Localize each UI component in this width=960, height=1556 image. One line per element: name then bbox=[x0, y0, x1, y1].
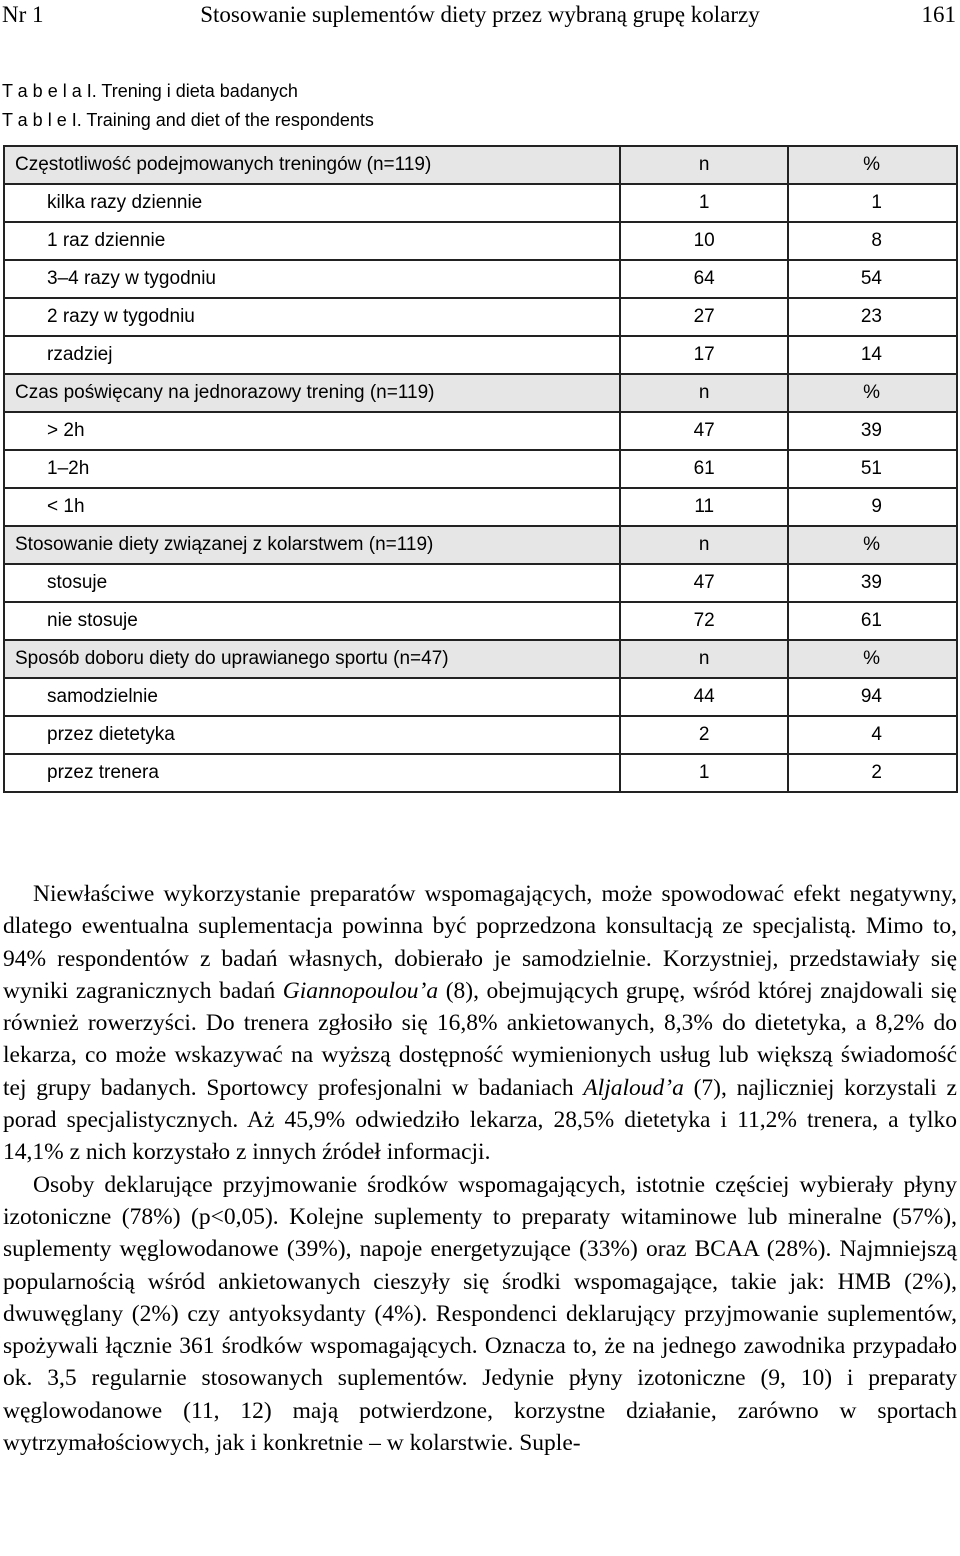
column-n-label: n bbox=[620, 526, 788, 564]
row-count: 72 bbox=[620, 602, 788, 640]
row-label: < 1h bbox=[4, 488, 620, 526]
row-percent: 54 bbox=[788, 260, 957, 298]
row-percent: 2 bbox=[788, 754, 957, 792]
row-label: > 2h bbox=[4, 412, 620, 450]
row-label: rzadziej bbox=[4, 336, 620, 374]
row-label: przez trenera bbox=[4, 754, 620, 792]
row-count: 47 bbox=[620, 564, 788, 602]
row-count: 64 bbox=[620, 260, 788, 298]
column-n-label: n bbox=[620, 640, 788, 678]
row-label: przez dietetyka bbox=[4, 716, 620, 754]
page-number: 161 bbox=[921, 2, 956, 27]
section-heading: Częstotliwość podejmowanych treningów (n=119) bbox=[4, 146, 620, 184]
author-giannopoulou: Giannopoulou’a bbox=[282, 977, 439, 1004]
paragraph-1-part-a: Niewłaściwe wykorzystanie preparatów wspomagających, może spowodować efekt negatywny, dlatego ewentualna suplementacja powinna być poprzedzona konsultacją ze specjalistą. Mimo to, 94% respondentów z badań własnych, dobierało je samodzielnie. Korzystniej, przedstawiały się wyniki zagranicznych badań bbox=[3, 881, 957, 1004]
row-label: samodzielnie bbox=[4, 678, 620, 716]
row-percent: 1 bbox=[788, 184, 957, 222]
section-heading: Stosowanie diety związanej z kolarstwem (n=119) bbox=[4, 526, 620, 564]
column-n-label: n bbox=[620, 374, 788, 412]
row-count: 61 bbox=[620, 450, 788, 488]
row-percent: 51 bbox=[788, 450, 957, 488]
row-count: 27 bbox=[620, 298, 788, 336]
running-title: Stosowanie suplementów diety przez wybraną grupę kolarzy bbox=[200, 2, 760, 27]
table-section-header bbox=[4, 374, 957, 412]
table-caption-pl: T a b e l a I. Trening i dieta badanych bbox=[2, 81, 298, 101]
paragraph-2: Osoby deklarujące przyjmowanie środków wspomagających, istotnie częściej wybierały płyny izotoniczne (78%) (p<0,05). Kolejne suplementy to preparaty witaminowe lub mineralne (57%), suplementy węglowodanowe (39%), napoje energetyzujące (33%) oraz BCAA (28%). Najmniejszą popularnością wśród ankietowanych cieszyły się środki wspomagające, takie jak: HMB (2%), dwuwęglany (2%) czy antyoksydanty (4%). Respondenci deklarujący przyjmowanie suplementów, spożywali łącznie 361 środków wspomagających. Oznacza to, że na jednego zawodnika przypadało ok. 3,5 regularnie stosowanych suplementów. Jedynie płyny izotoniczne (9, 10) i preparaty węglowodanowe (11, 12) mają potwierdzone, korzystne działanie, zarówno w sportach wytrzymałościowych, jak i konkretnie – w kolarstwie. Suple- bbox=[3, 1171, 957, 1457]
table-row bbox=[4, 298, 957, 336]
row-count: 17 bbox=[620, 336, 788, 374]
author-aljaloud: Aljaloud’a bbox=[583, 1074, 684, 1101]
paragraph-1-part-b: (8), obejmujących grupę, wśród której znajdowali się również rowerzyści. Do trenera zgłosiło się 16,8% ankietowanych, 8,3% do dietetyka, a 8,2% do lekarza, co może wskazywać na wyższą dostępność wymienionych usług lub większą świadomość tej grupy badanych. Sportowcy profesjonalni w badaniach bbox=[3, 977, 957, 1101]
table-row bbox=[4, 450, 957, 488]
paragraph-1-part-c: (7), najliczniej korzystali z porad specjalistycznych. Aż 45,9% odwiedziło lekarza, 28,5% dietetyka i 11,2% trenera, a tylko 14,1% z nich korzystało z innych źródeł informacji. bbox=[3, 1074, 957, 1166]
row-percent: 39 bbox=[788, 412, 957, 450]
table-section-header bbox=[4, 146, 957, 184]
row-label: 1 raz dziennie bbox=[4, 222, 620, 260]
page-header bbox=[0, 0, 960, 34]
table-row bbox=[4, 678, 957, 716]
article-body bbox=[3, 878, 957, 1459]
row-percent: 94 bbox=[788, 678, 957, 716]
row-label: stosuje bbox=[4, 564, 620, 602]
table-row bbox=[4, 602, 957, 640]
row-percent: 8 bbox=[788, 222, 957, 260]
row-count: 1 bbox=[620, 184, 788, 222]
table-row bbox=[4, 336, 957, 374]
table-section-header bbox=[4, 526, 957, 564]
column-percent-label: % bbox=[788, 526, 957, 564]
table-row bbox=[4, 184, 957, 222]
section-heading: Czas poświęcany na jednorazowy trening (n=119) bbox=[4, 374, 620, 412]
row-label: 2 razy w tygodniu bbox=[4, 298, 620, 336]
row-percent: 9 bbox=[788, 488, 957, 526]
row-label: 1–2h bbox=[4, 450, 620, 488]
row-percent: 23 bbox=[788, 298, 957, 336]
row-label: kilka razy dziennie bbox=[4, 184, 620, 222]
table-row bbox=[4, 222, 957, 260]
row-count: 11 bbox=[620, 488, 788, 526]
row-count: 44 bbox=[620, 678, 788, 716]
row-percent: 39 bbox=[788, 564, 957, 602]
table-caption-en: T a b l e I. Training and diet of the respondents bbox=[2, 110, 374, 130]
training-diet-table bbox=[3, 145, 958, 793]
column-percent-label: % bbox=[788, 146, 957, 184]
row-count: 10 bbox=[620, 222, 788, 260]
table-row bbox=[4, 754, 957, 792]
row-percent: 14 bbox=[788, 336, 957, 374]
column-percent-label: % bbox=[788, 374, 957, 412]
row-label: nie stosuje bbox=[4, 602, 620, 640]
table-section-header bbox=[4, 640, 957, 678]
row-count: 1 bbox=[620, 754, 788, 792]
column-percent-label: % bbox=[788, 640, 957, 678]
table-row bbox=[4, 564, 957, 602]
row-label: 3–4 razy w tygodniu bbox=[4, 260, 620, 298]
table-row bbox=[4, 716, 957, 754]
column-n-label: n bbox=[620, 146, 788, 184]
paragraph-1 bbox=[3, 878, 957, 1169]
row-count: 2 bbox=[620, 716, 788, 754]
section-heading: Sposób doboru diety do uprawianego sportu (n=47) bbox=[4, 640, 620, 678]
table-row bbox=[4, 488, 957, 526]
table-row bbox=[4, 260, 957, 298]
issue-number: Nr 1 bbox=[2, 2, 44, 27]
table-row bbox=[4, 412, 957, 450]
row-count: 47 bbox=[620, 412, 788, 450]
row-percent: 4 bbox=[788, 716, 957, 754]
row-percent: 61 bbox=[788, 602, 957, 640]
